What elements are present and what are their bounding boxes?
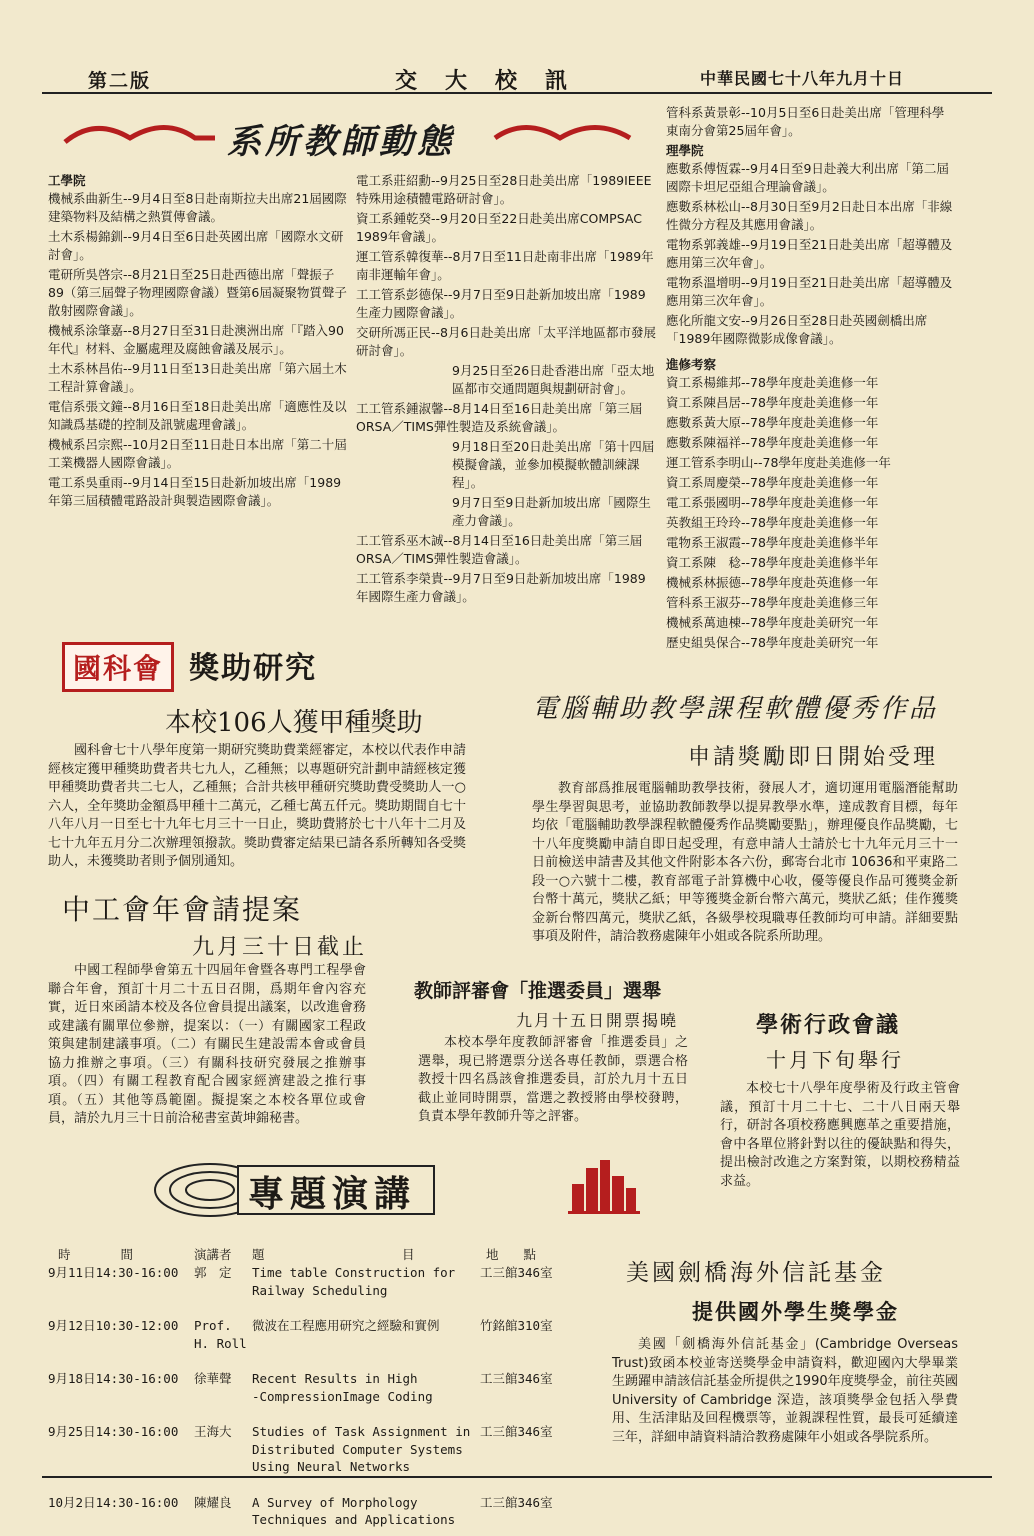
lecture-place: 工三館346室 (480, 1371, 553, 1386)
lectures-header (48, 1246, 578, 1264)
faculty-entry (356, 494, 656, 530)
lecture-topic-line: A Survey of Morphology (252, 1494, 418, 1510)
lecture-speaker: 郭 定 (194, 1265, 232, 1280)
lecture-speaker: 陳耀良 (194, 1494, 232, 1510)
faculty-entry (48, 436, 350, 472)
cai-headline: 電腦輔助教學課程軟體優秀作品 (532, 694, 939, 724)
faculty-entry (48, 266, 350, 320)
faculty-entry: 應數系陳福祥--78學年度赴美進修一年 (666, 435, 879, 450)
faculty-entry: 運工管系李明山--78學年度赴美進修一年 (666, 455, 891, 470)
faculty-entry: 資工系陳 稔--78學年度赴美進修半年 (666, 555, 879, 570)
faculty-entry (48, 360, 350, 396)
faculty-entry (48, 474, 350, 510)
science-entries (666, 160, 956, 348)
entry-text: --8月21日至25日赴西德出席「聲振子89（第三屆聲子物理國際會議）暨第6屆凝聚物質聲子散射國際會議」。 (48, 267, 347, 318)
entry-text: 9月18日至20日赴美出席「第十四屆模擬會議，並參加模擬軟體訓練課程」。 (452, 439, 655, 490)
lecture-time: 10月2日14:30-16:00 (48, 1494, 179, 1510)
cie-headline: 中工會年會請提案 (62, 893, 303, 926)
study-heading: 進修考察 (666, 357, 717, 372)
faculty-col-2 (356, 172, 656, 608)
lecture-topic-line: Recent Results in High (252, 1371, 418, 1386)
entry-text: --8月16日至18日赴美出席「適應性及以知識爲基礎的控制及訊號處理會議」。 (48, 399, 347, 432)
lectures-title: 專題演講 (248, 1173, 417, 1215)
faculty-entry: 應數系黃大原--78學年度赴美進修一年 (666, 415, 879, 430)
lecture-row (48, 1423, 578, 1476)
lecture-speaker: Prof. H. Roll (194, 1318, 247, 1351)
entry-name: 工工管系鍾淑馨 (356, 401, 444, 416)
faculty-entry (356, 286, 656, 322)
faculty-entry: 電物系王淑霞--78學年度赴美進修半年 (666, 535, 879, 550)
entry-name: 電工系吳重雨 (48, 475, 124, 490)
faculty-entry (48, 322, 350, 358)
entry-text: --9月14日至15日赴新加坡出席「1989年第三屆積體電路設計與製造國際會議」。 (48, 475, 342, 508)
entry-text: --9月19日至21日赴美出席「超導體及應用第三次年會」。 (666, 275, 953, 308)
header-time: 時 間 (58, 1247, 134, 1262)
science-heading: 理學院 (666, 143, 704, 158)
nsc-body: 國科會七十八學年度第一期研究獎助費業經審定，本校以代表作申請經核定獲甲種獎助費者共七九人，乙種無；以專題研究計劃申請經核定獲甲種獎助費者共二七人，乙種無；合計共核甲種研究獎助費受獎助人一○六人，全年獎助金額爲甲種十二萬元，乙種七萬五仟元。獎助期間自七十八年八月一日至七十九年七月三十一日止，獎助費將於七十八年十二月及七十九年五月分二次辦理領撥款。獎助費審定結果已請各系所轉知各受獎助人，未獲獎助者則予個別通知。 (48, 743, 466, 869)
faculty-entry (356, 362, 656, 398)
faculty-entry (666, 198, 956, 234)
faculty-entry (48, 228, 350, 264)
entry-text: 9月7日至9日赴新加坡出席「國際生產力會議」。 (452, 495, 651, 528)
col3-top-entries (666, 104, 956, 140)
lecture-row (48, 1494, 578, 1529)
header-topic: 題 目 (252, 1247, 415, 1262)
lectures-banner (150, 1160, 440, 1220)
entry-text: --8月30日至9月2日赴日本出席「非線性微分方程及其應用會議」。 (666, 199, 953, 232)
entry-name: 應數系傅恆霖 (666, 161, 742, 176)
page-number: 第二版 (88, 70, 152, 92)
entry-name: 交研所馮正民 (356, 325, 432, 340)
faculty-entry: 英教組王玲玲--78學年度赴美進修一年 (666, 515, 879, 530)
entry-text: --8月6日赴美出席「太平洋地區都市發展研討會」。 (356, 325, 656, 358)
review-subhead: 九月十五日開票揭曉 (516, 1011, 679, 1030)
faculty-news-title: 系所教師動態 (227, 122, 455, 162)
faculty-entry: 資工系楊維邦--78學年度赴美進修一年 (666, 375, 879, 390)
faculty-entry (48, 398, 350, 434)
entry-name: 機械系呂宗熙 (48, 437, 124, 452)
faculty-entry: 資工系陳昌居--78學年度赴美進修一年 (666, 395, 879, 410)
faculty-entry (356, 438, 656, 492)
lecture-time: 9月12日10:30-12:00 (48, 1318, 179, 1333)
lecture-topic-line: -CompressionImage Coding (252, 1388, 433, 1404)
entry-text: --9月7日至9日赴新加坡出席「1989生產力國際會議」。 (356, 287, 646, 320)
nsc-label: 獎助研究 (189, 651, 318, 686)
lecture-place: 竹銘館310室 (480, 1318, 553, 1333)
entry-text: --10月2日至11日赴日本出席「第二十屆工業機器人國際會議」。 (48, 437, 347, 470)
entry-name: 應數系林松山 (666, 199, 742, 214)
lecture-time: 9月25日14:30-16:00 (48, 1424, 179, 1439)
entry-text: --8月7日至11日赴南非出席「1989年南非運輸年會」。 (356, 249, 654, 282)
review-body: 本校本學年度教師評審會「推選委員」之選舉，現已將選票分送各專任教師，票選合格教授十四名爲該會推選委員，訂於九月十五日截止並同時開票，當選之教授將由學校發聘，負責本學年教師升等之評審。 (418, 1035, 688, 1124)
entry-text: --9月4日至8日赴南斯拉夫出席21屆國際建築物料及結構之熱質傳會議。 (48, 191, 347, 224)
lecture-topic-line: 微波在工程應用研究之經驗和實例 (252, 1318, 440, 1333)
faculty-entry: 管科系王淑芬--78學年度赴美進修三年 (666, 595, 879, 610)
faculty-news-banner (55, 112, 655, 160)
col2-entries (356, 172, 656, 606)
engineering-heading: 工學院 (48, 173, 86, 188)
faculty-entry (356, 532, 656, 568)
faculty-entry: 資工系周慶榮--78學年度赴美進修一年 (666, 475, 879, 490)
faculty-entry (356, 570, 656, 606)
entry-text: --8月14日至16日赴美出席「第三屆ORSA／TIMS彈性製造及系統會議」。 (356, 401, 643, 434)
entry-text: 9月25日至26日赴香港出席「亞太地區都市交通問題與規劃研討會」。 (452, 363, 655, 396)
lecture-topic-line: Railway Scheduling (252, 1282, 388, 1298)
faculty-entry (356, 324, 656, 360)
lecture-time: 9月18日14:30-16:00 (48, 1371, 179, 1386)
lecture-row (48, 1264, 578, 1299)
cie-subhead: 九月三十日截止 (192, 935, 368, 960)
entry-text: --9月4日至9日赴義大利出席「第二屆國際卡坦尼亞組合理論會議」。 (666, 161, 949, 194)
admin-subhead: 十月下旬舉行 (766, 1048, 904, 1072)
lecture-topic-line: Distributed Computer Systems (252, 1441, 463, 1457)
lecture-topic-line: Time table Construction for (252, 1265, 456, 1280)
entry-name: 運工管系韓復華 (356, 249, 444, 264)
entry-name: 工工管系巫木誠 (356, 533, 444, 548)
faculty-entry (666, 312, 956, 348)
lecture-row (48, 1317, 578, 1352)
entry-text: --9月4日至6日赴英國出席「國際水文研討會」。 (48, 229, 344, 262)
faculty-entry (48, 190, 350, 226)
faculty-entry (666, 236, 956, 272)
skyline-icon (566, 1158, 642, 1220)
faculty-entry (666, 104, 956, 140)
entry-text: --9月11日至13日赴美出席「第六屆土木工程計算會議」。 (48, 361, 347, 394)
entry-text: --8月14日至16日赴美出席「第三屆ORSA／TIMS彈性製造會議」。 (356, 533, 643, 566)
header-place: 地 點 (486, 1247, 537, 1262)
entry-name: 應化所龍文安 (666, 313, 742, 328)
faculty-entry (356, 400, 656, 436)
entry-name: 工工管系彭德保 (356, 287, 444, 302)
entry-text: --8月27日至31日赴澳洲出席「『踏入90年代』材料、金屬處理及腐蝕會議及展示」。 (48, 323, 344, 356)
lecture-place: 工三館346室 (480, 1424, 553, 1439)
entry-text: --9月19日至21日赴美出席「超導體及應用第三次年會」。 (666, 237, 953, 270)
entry-name: 土木系林昌佑 (48, 361, 124, 376)
faculty-entry (356, 248, 656, 284)
paper-name: 交大校訊 (395, 68, 596, 94)
entry-name: 工工管系李榮貴 (356, 571, 444, 586)
lecture-place: 工三館346室 (480, 1494, 553, 1510)
faculty-entry (356, 210, 656, 246)
lecture-topic-line: Techniques and Applications (252, 1512, 456, 1527)
lecture-time: 9月11日14:30-16:00 (48, 1265, 179, 1280)
entry-text: --9月20日至22日赴美出席COMPSAC 1989年會議」。 (356, 211, 642, 244)
faculty-entry: 機械系萬迪棟--78學年度赴美研究一年 (666, 615, 879, 630)
cai-subhead: 申請獎勵即日開始受理 (688, 745, 939, 770)
cie-body: 中國工程師學會第五十四屆年會暨各專門工程學會聯合年會，預訂十月二十五日召開，爲期年會內容充實，近日來函請本校及各位會員提出議案，以改進會務或建議有關單位參辦，提案以：（一）有關國家工程政策與建制建議事項。（二）有關民生建設需本會或會員協力推辦之事項。（三）有關科技研究發展之推辦事項。（四）有關工程教育配合國家經濟建設之推行事項。（五）其他等爲範圍。擬提案之本校各單位或會員，請於九月三十日前洽秘書室黃坤錦秘書。 (48, 963, 366, 1126)
entry-text: --9月26日至28日赴英國劍橋出席「1989年國際微影成像會議」。 (666, 313, 928, 346)
cambridge-headline: 美國劍橋海外信託基金 (626, 1260, 886, 1286)
faculty-col-3 (666, 104, 956, 654)
admin-body: 本校七十八學年度學術及行政主管會議，預訂十月二十七、二十八日兩天舉行，研討各項校務應興應革之重要措施，會中各單位將針對以往的優缺點和得失，提出檢討改進之方案對策，以期校務精益求益。 (720, 1081, 960, 1189)
entry-name: 資工系鍾乾癸 (356, 211, 432, 226)
entry-name: 機械系曲新生 (48, 191, 124, 206)
lecture-topic-line: Using Neural Networks (252, 1459, 411, 1474)
entry-name: 土木系楊錦釧 (48, 229, 124, 244)
entry-text: --10月5日至6日赴美出席「管理科學東南分會第25屆年會」。 (666, 105, 945, 138)
lecture-speaker: 王海大 (194, 1424, 232, 1439)
nsc-stamp: 國科會 (62, 642, 174, 692)
faculty-entry: 電工系張國明--78學年度赴美進修一年 (666, 495, 879, 510)
engineering-entries (48, 190, 350, 510)
lecture-place: 工三館346室 (480, 1265, 553, 1280)
faculty-col-engineering (48, 172, 350, 512)
entry-name: 管科系黃景彰 (666, 105, 742, 120)
issue-date: 中華民國七十八年九月十日 (700, 69, 905, 88)
faculty-entry: 機械系林振德--78學年度赴英進修一年 (666, 575, 879, 590)
cambridge-body: 美國「劍橋海外信託基金」(Cambridge Overseas Trust)致函本校並寄送獎學金申請資料，歡迎國內大學畢業生踴躍申請該信託基金所提供之1990年度獎學金，前往英國University of Cambridge 深造，該項獎學金包括入學費用、生活津貼及回程機票等，並親課程性質，最長可延續達三年，詳細申請資料請洽教務處陳年小姐或各學院系所。 (612, 1337, 958, 1445)
faculty-entry: 歷史組吳保合--78學年度赴美研究一年 (666, 635, 879, 650)
study-entries (666, 374, 956, 652)
entry-name: 電信系張文鐘 (48, 399, 124, 414)
entry-name: 機械系涂肇嘉 (48, 323, 124, 338)
nsc-headline: 本校106人獲甲種獎助 (165, 708, 423, 738)
entry-text: --9月7日至9日赴新加坡出席「1989年國際生產力會議」。 (356, 571, 646, 604)
lecture-topic-line: Studies of Task Assignment in (252, 1424, 471, 1439)
header-speaker: 演講者 (194, 1247, 232, 1262)
cai-body: 教育部爲推展電腦輔助教學技術，發展人才，適切運用電腦潛能幫助學生學習與思考，並協助教師教學以提昇教學水準，達成教育目標，每年均依「電腦輔助教學課程軟體優秀作品獎勵要點」，辦理優良作品獎勵，七十八年度獎勵申請自即日起受理，有意申請人士請於七十九年元月三十一日前檢送申請書及其他文件附影本各六份，郵寄台北市 10636和平東路二段一○六號十二樓，教育部電子計算機中心收，優等優良作品可獲獎金新台幣十萬元，獎狀乙紙；甲等獲獎金新台幣六萬元，獎狀乙紙；佳作獲獎金新台幣四萬元，獎狀乙紙，各級學校現職專任教師均可申請。詳細要點事項及附件，請洽教務處陳年小姐或各院系所助理。 (532, 781, 958, 944)
masthead-rule (42, 92, 992, 94)
entry-name: 電研所吳啓宗 (48, 267, 124, 282)
cambridge-subhead: 提供國外學生獎學金 (692, 1300, 899, 1324)
footer-rule (42, 1476, 992, 1478)
faculty-entry (356, 172, 656, 208)
admin-headline: 學術行政會議 (756, 1013, 901, 1038)
review-headline: 教師評審會「推選委員」選舉 (414, 980, 662, 1002)
faculty-entry (666, 274, 956, 310)
entry-name: 電物系溫增明 (666, 275, 742, 290)
nsc-banner (62, 642, 317, 692)
entry-name: 電工系莊紹勳 (356, 173, 432, 188)
entry-text: --9月25日至28日赴美出席「1989IEEE特殊用途積體電路研討會」。 (356, 173, 652, 206)
lecture-speaker: 徐華聲 (194, 1371, 232, 1386)
entry-name: 電物系郭義雄 (666, 237, 742, 252)
lecture-row (48, 1370, 578, 1405)
faculty-entry (666, 160, 956, 196)
